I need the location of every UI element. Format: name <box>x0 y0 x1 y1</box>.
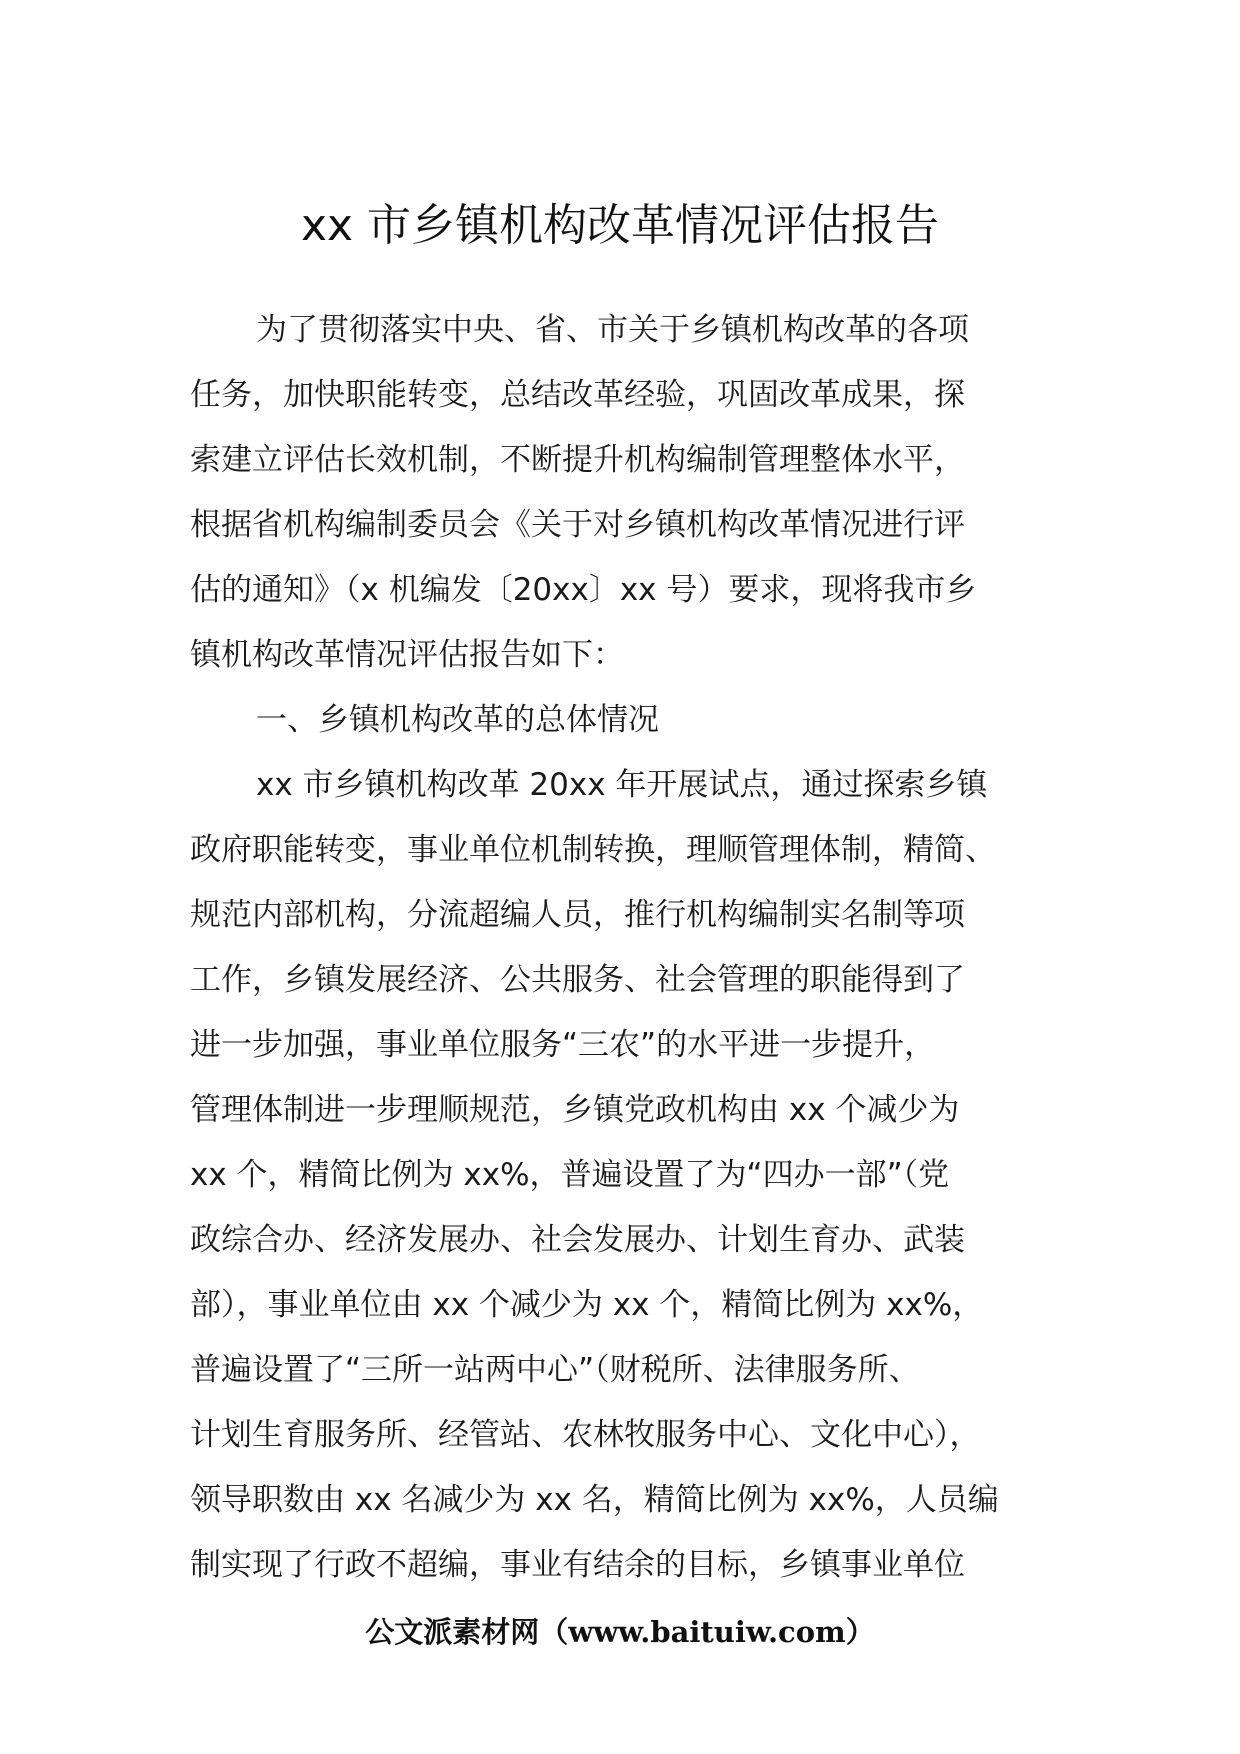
paragraph-line: 根据省机构编制委员会《关于对乡镇机构改革情况进行评 <box>190 507 965 543</box>
paragraph-line: 政府职能转变，事业单位机制转换，理顺管理体制，精简、 <box>190 832 996 868</box>
paragraph-line: 镇机构改革情况评估报告如下： <box>190 637 624 673</box>
paragraph-line: 任务，加快职能转变，总结改革经验，巩固改革成果，探 <box>190 377 965 413</box>
paragraph-line: 管理体制进一步理顺规范，乡镇党政机构由 xx 个减少为 <box>190 1092 960 1128</box>
paragraph-line: 制实现了行政不超编，事业有结余的目标，乡镇事业单位 <box>190 1547 965 1583</box>
paragraph-line: 计划生育服务所、经管站、农林牧服务中心、文化中心）， <box>190 1417 981 1453</box>
paragraph-line: 部），事业单位由 xx 个减少为 xx 个，精简比例为 xx%， <box>190 1287 984 1323</box>
paragraph-line: 进一步加强，事业单位服务“三农”的水平进一步提升， <box>190 1027 936 1063</box>
document-body <box>190 298 1070 1598</box>
paragraph-line: 索建立评估长效机制，不断提升机构编制管理整体水平， <box>190 442 965 478</box>
paragraph-line: 工作，乡镇发展经济、公共服务、社会管理的职能得到了 <box>190 962 965 998</box>
page-footer-watermark: 公文派素材网（www.baituiw.com） <box>365 1615 875 1649</box>
document-title: xx 市乡镇机构改革情况评估报告 <box>300 200 940 251</box>
paragraph-line: 规范内部机构，分流超编人员，推行机构编制实名制等项 <box>190 897 965 933</box>
paragraph-line: 估的通知》（x 机编发〔20xx〕xx 号）要求，现将我市乡 <box>190 572 977 608</box>
paragraph-line: 领导职数由 xx 名减少为 xx 名，精简比例为 xx%，人员编 <box>190 1482 999 1518</box>
paragraph-line: 政综合办、经济发展办、社会发展办、计划生育办、武装 <box>190 1222 965 1258</box>
paragraph-line: xx 个，精简比例为 xx%，普遍设置了为“四办一部”（党 <box>190 1157 950 1193</box>
paragraph-line: xx 市乡镇机构改革 20xx 年开展试点，通过探索乡镇 <box>256 767 988 803</box>
paragraph-line: 为了贯彻落实中央、省、市关于乡镇机构改革的各项 <box>256 312 969 348</box>
paragraph-line: 普遍设置了“三所一站两中心”（财税所、法律服务所、 <box>190 1352 920 1388</box>
section-heading: 一、乡镇机构改革的总体情况 <box>256 702 659 738</box>
